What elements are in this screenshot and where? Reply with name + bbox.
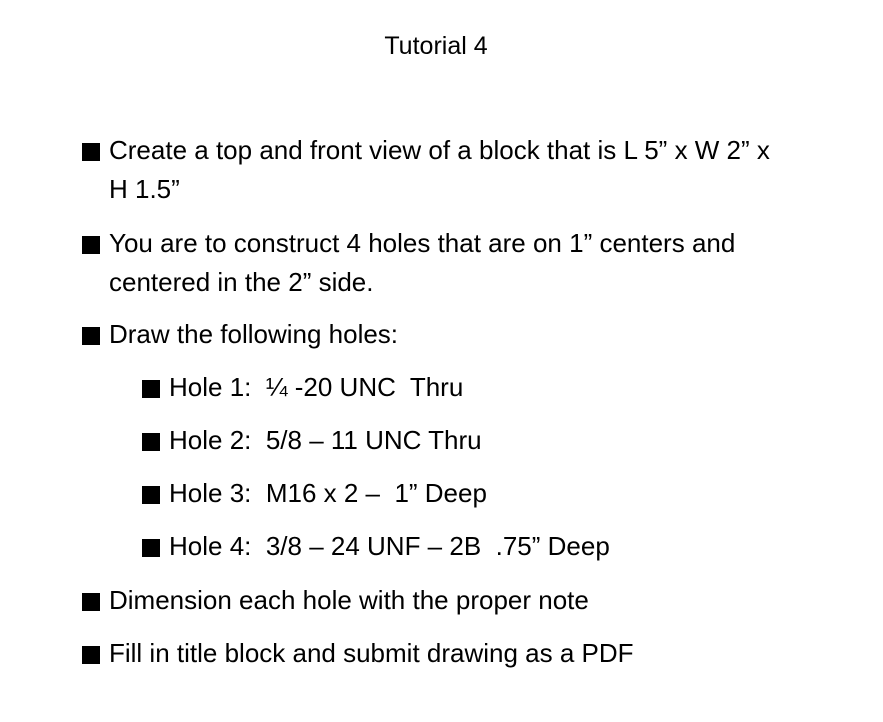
square-bullet-icon xyxy=(142,486,160,504)
square-bullet-icon xyxy=(142,380,160,398)
list-item-text: Dimension each hole with the proper note xyxy=(109,585,589,615)
list-item-text xyxy=(109,315,822,354)
sub-list-item xyxy=(142,474,822,513)
list-item xyxy=(82,315,822,354)
list-item-text xyxy=(109,224,822,302)
list-item-text: Fill in title block and submit drawing as a PDF xyxy=(109,638,634,668)
list-item xyxy=(82,224,822,302)
list-item xyxy=(82,581,822,620)
square-bullet-icon xyxy=(82,646,100,664)
list-item-line: H 1.5” xyxy=(109,174,180,204)
sub-list-item-text: Hole 4: 3/8 – 24 UNF – 2B .75” Deep xyxy=(169,531,610,561)
square-bullet-icon xyxy=(82,593,100,611)
list-item-line: You are to construct 4 holes that are on 1” centers and xyxy=(109,228,736,258)
list-item-line: Create a top and front view of a block that is L 5” x W 2” x xyxy=(109,135,770,165)
list-item-text xyxy=(109,131,822,209)
list-item xyxy=(82,634,822,673)
list-item xyxy=(82,131,822,209)
sub-list-item-text: Hole 1: ¼ -20 UNC Thru xyxy=(169,372,464,402)
sub-list-item-text: Hole 2: 5/8 – 11 UNC Thru xyxy=(169,425,482,455)
sub-list-item-text: Hole 3: M16 x 2 – 1” Deep xyxy=(169,478,487,508)
square-bullet-icon xyxy=(82,236,100,254)
square-bullet-icon xyxy=(142,433,160,451)
list-item-line: centered in the 2” side. xyxy=(109,267,374,297)
sub-list-item xyxy=(142,421,822,460)
list-item-line: Draw the following holes: xyxy=(109,319,399,349)
square-bullet-icon xyxy=(142,539,160,557)
page-title: Tutorial 4 xyxy=(384,32,488,60)
sub-list-item xyxy=(142,368,822,407)
sub-list-item xyxy=(142,527,822,566)
square-bullet-icon xyxy=(82,143,100,161)
square-bullet-icon xyxy=(82,327,100,345)
